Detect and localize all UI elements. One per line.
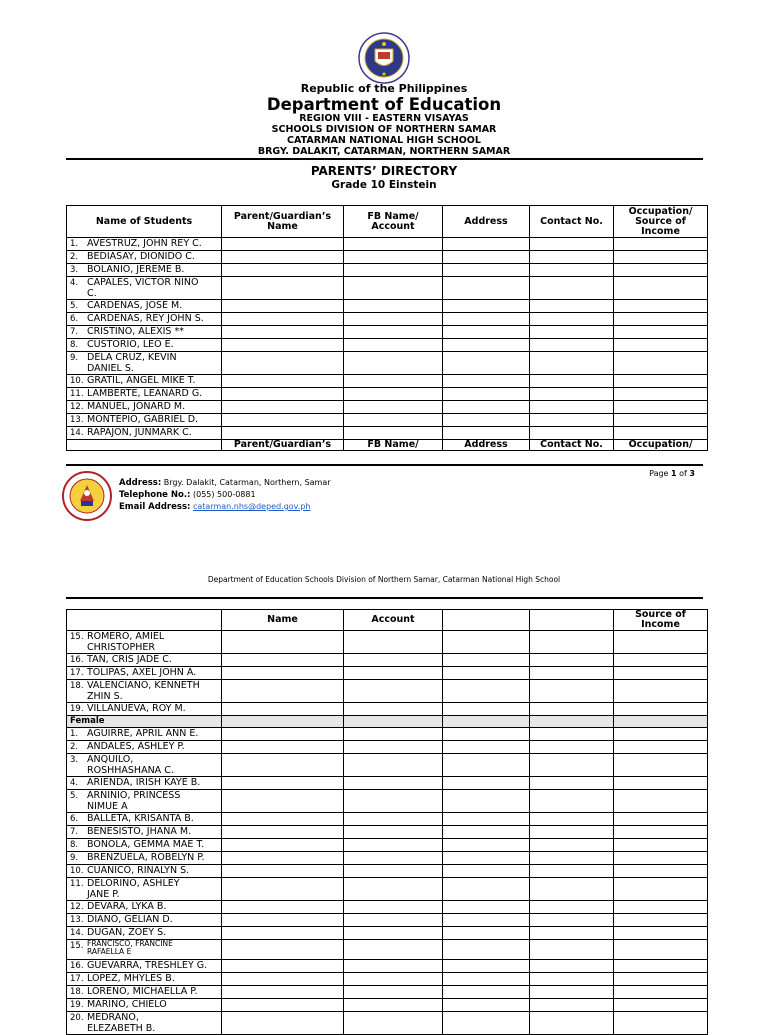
table-row bbox=[67, 703, 708, 716]
table-row bbox=[67, 264, 708, 277]
student-name: BRENZUELA, ROBELYN P. bbox=[87, 852, 205, 863]
repeat-header-row bbox=[67, 440, 708, 451]
row-number: 3. bbox=[70, 755, 79, 765]
row-number: 13. bbox=[70, 415, 84, 425]
page2-top-rule bbox=[66, 597, 703, 599]
student-name: RAPAJON, JUNMARK C. bbox=[87, 427, 192, 438]
table-row bbox=[67, 427, 708, 440]
table-row bbox=[67, 680, 708, 703]
table-row bbox=[67, 865, 708, 878]
student-name: MANUEL, JONARD M. bbox=[87, 401, 186, 412]
student-name: DUGAN, ZOEY S. bbox=[87, 927, 167, 938]
row-number: 2. bbox=[70, 742, 79, 752]
student-name: CUANICO, RINALYN S. bbox=[87, 865, 190, 876]
row-number: 4. bbox=[70, 278, 79, 288]
row-number: 2. bbox=[70, 252, 79, 262]
student-name: DELA CRUZ, KEVIN DANIEL S. bbox=[87, 352, 177, 374]
row-number: 9. bbox=[70, 853, 79, 863]
row-number: 4. bbox=[70, 778, 79, 788]
page-prefix: Page bbox=[649, 469, 669, 478]
cont-header-parent: Name bbox=[222, 610, 344, 631]
table-row bbox=[67, 901, 708, 914]
table-row bbox=[67, 300, 708, 313]
row-number: 11. bbox=[70, 879, 84, 889]
table-row bbox=[67, 878, 708, 901]
table-row bbox=[67, 375, 708, 388]
student-name: FRANCISCO, FRANCINE RAFAELLA E bbox=[87, 939, 173, 956]
repeat-header-fb: FB Name/ bbox=[344, 440, 443, 451]
row-number: 8. bbox=[70, 340, 79, 350]
table-row bbox=[67, 631, 708, 654]
page-total: 3 bbox=[689, 469, 695, 478]
cont-header-fb: Account bbox=[344, 610, 443, 631]
student-name: CARDENAS, REY JOHN S. bbox=[87, 313, 204, 324]
row-number: 16. bbox=[70, 655, 84, 665]
female-section-row bbox=[67, 716, 708, 728]
student-name: GUEVARRA, TRESHLEY G. bbox=[87, 960, 208, 971]
table-row bbox=[67, 741, 708, 754]
student-name: DELORINO, ASHLEY JANE P. bbox=[87, 878, 180, 900]
student-name: DIANO, GELIAN D. bbox=[87, 914, 173, 925]
student-name: CARDENAS, JOSE M. bbox=[87, 300, 183, 311]
table-row bbox=[67, 326, 708, 339]
col-header-parent: Parent/Guardian’s Name bbox=[222, 206, 344, 238]
phone-value: (055) 500-0881 bbox=[193, 490, 256, 499]
table-row bbox=[67, 826, 708, 839]
table-row bbox=[67, 914, 708, 927]
table-row bbox=[67, 251, 708, 264]
deped-seal bbox=[358, 32, 410, 84]
table-row bbox=[67, 654, 708, 667]
col-header-address: Address bbox=[443, 206, 530, 238]
row-number: 11. bbox=[70, 389, 84, 399]
student-name: BEDIASAY, DIONIDO C. bbox=[87, 251, 195, 262]
student-name: AVESTRUZ, JOHN REY C. bbox=[87, 238, 202, 249]
row-number: 13. bbox=[70, 915, 84, 925]
student-name: MARINO, CHIELO bbox=[87, 999, 167, 1010]
row-number: 15. bbox=[70, 632, 84, 642]
row-number: 14. bbox=[70, 428, 84, 438]
student-name: ARNINIO, PRINCESS NIMUE A bbox=[87, 790, 181, 812]
document-title: PARENTS’ DIRECTORY bbox=[310, 164, 458, 178]
table-row bbox=[67, 1012, 708, 1035]
row-number: 17. bbox=[70, 668, 84, 678]
table-row bbox=[67, 277, 708, 300]
table-row bbox=[67, 960, 708, 973]
table-row bbox=[67, 973, 708, 986]
table-row bbox=[67, 401, 708, 414]
student-name: BENESISTO, JHANA M. bbox=[87, 826, 192, 837]
student-name: ARIENDA, IRISH KAYE B. bbox=[87, 777, 201, 788]
female-section-label: Female bbox=[67, 716, 222, 728]
student-name: CAPALES, VICTOR NINO C. bbox=[87, 277, 199, 299]
directory-table-page2 bbox=[66, 609, 708, 1035]
table-row bbox=[67, 352, 708, 375]
school-logo bbox=[62, 471, 112, 521]
table-row bbox=[67, 790, 708, 813]
school-line: CATARMAN NATIONAL HIGH SCHOOL bbox=[287, 135, 481, 146]
row-number: 6. bbox=[70, 314, 79, 324]
table-row bbox=[67, 414, 708, 427]
page-current: 1 bbox=[671, 469, 677, 478]
table-row bbox=[67, 313, 708, 326]
table-row bbox=[67, 940, 708, 960]
table-row bbox=[67, 927, 708, 940]
school-address-line: BRGY. DALAKIT, CATARMAN, NORTHERN SAMAR bbox=[257, 146, 511, 157]
table-row bbox=[67, 852, 708, 865]
student-name: ANDALES, ASHLEY P. bbox=[87, 741, 185, 752]
row-number: 6. bbox=[70, 814, 79, 824]
republic-line: Republic of the Philippines bbox=[300, 82, 468, 95]
region-line: REGION VIII - EASTERN VISAYAS bbox=[299, 113, 469, 124]
address-value: Brgy. Dalakit, Catarman, Northern, Samar bbox=[163, 478, 331, 487]
row-number: 10. bbox=[70, 376, 84, 386]
student-name: BONOLA, GEMMA MAE T. bbox=[87, 839, 205, 850]
row-number: 9. bbox=[70, 353, 79, 363]
email-label: Email Address: bbox=[119, 502, 191, 512]
row-number: 19. bbox=[70, 704, 84, 714]
row-number: 7. bbox=[70, 327, 79, 337]
row-number: 17. bbox=[70, 974, 84, 984]
student-name: BALLETA, KRISANTA B. bbox=[87, 813, 194, 824]
row-number: 12. bbox=[70, 902, 84, 912]
student-name: GRATIL, ANGEL MIKE T. bbox=[87, 375, 196, 386]
student-name: ANQUILO, ROSHHASHANA C. bbox=[87, 754, 174, 776]
student-name: LOPEZ, MHYLES B. bbox=[87, 973, 175, 984]
repeat-header-address: Address bbox=[443, 440, 530, 451]
table-row bbox=[67, 754, 708, 777]
row-number: 19. bbox=[70, 1000, 84, 1010]
directory-table-page1 bbox=[66, 205, 708, 451]
row-number: 16. bbox=[70, 961, 84, 971]
student-name: ROMERO, AMIEL CHRISTOPHER bbox=[87, 631, 165, 653]
address-label: Address: bbox=[119, 478, 162, 488]
row-number: 3. bbox=[70, 265, 79, 275]
row-number: 18. bbox=[70, 987, 84, 997]
footer-contact bbox=[119, 477, 331, 513]
department-title: Department of Education bbox=[266, 95, 502, 114]
row-number: 1. bbox=[70, 239, 79, 249]
row-number: 12. bbox=[70, 402, 84, 412]
row-number: 14. bbox=[70, 928, 84, 938]
student-name: LORENO, MICHAELLA P. bbox=[87, 986, 198, 997]
table-row bbox=[67, 667, 708, 680]
repeat-header-contact: Contact No. bbox=[530, 440, 614, 451]
student-name: VALENCIANO, KENNETH ZHIN S. bbox=[87, 680, 200, 702]
phone-label: Telephone No.: bbox=[119, 490, 191, 500]
table-row bbox=[67, 728, 708, 741]
row-number: 8. bbox=[70, 840, 79, 850]
row-number: 18. bbox=[70, 681, 84, 691]
row-number: 10. bbox=[70, 866, 84, 876]
student-name: AGUIRRE, APRIL ANN E. bbox=[87, 728, 199, 739]
running-head: Department of Education Schools Division of Northern Samar, Catarman National High School bbox=[207, 575, 561, 584]
col-header-students: Name of Students bbox=[67, 206, 222, 238]
table-row bbox=[67, 839, 708, 852]
student-name: MONTEPIO, GABRIEL D. bbox=[87, 414, 199, 425]
student-name: CUSTORIO, LEO E. bbox=[87, 339, 174, 350]
row-number: 15. bbox=[70, 941, 84, 951]
student-name: BOLANIO, JEREME B. bbox=[87, 264, 185, 275]
page-indicator bbox=[649, 469, 695, 478]
student-name: CRISTINO, ALEXIS ** bbox=[87, 326, 184, 337]
footer-rule bbox=[66, 464, 703, 466]
row-number: 5. bbox=[70, 301, 79, 311]
class-subtitle: Grade 10 Einstein bbox=[331, 179, 437, 191]
col-header-contact: Contact No. bbox=[530, 206, 614, 238]
col-header-occupation: Occupation/ Source of Income bbox=[614, 206, 708, 238]
cont-header-occupation: Source of Income bbox=[614, 610, 708, 631]
student-name: VILLANUEVA, ROY M. bbox=[87, 703, 186, 714]
table-row bbox=[67, 986, 708, 999]
email-link[interactable]: catarman.nhs@deped.gov.ph bbox=[192, 502, 311, 511]
student-name: LAMBERTE, LEANARD G. bbox=[87, 388, 203, 399]
table-row bbox=[67, 999, 708, 1012]
col-header-fb: FB Name/ Account bbox=[344, 206, 443, 238]
header-rule bbox=[66, 158, 703, 160]
division-line: SCHOOLS DIVISION OF NORTHERN SAMAR bbox=[271, 124, 497, 135]
row-number: 20. bbox=[70, 1013, 84, 1023]
table-row bbox=[67, 813, 708, 826]
repeat-header-parent: Parent/Guardian’s bbox=[222, 440, 344, 451]
student-name: DEVARA, LYKA B. bbox=[87, 901, 167, 912]
student-name: MEDRANO, ELEZABETH B. bbox=[87, 1012, 156, 1034]
student-name: TAN, CRIS JADE C. bbox=[87, 654, 172, 665]
page-of: of bbox=[679, 469, 687, 478]
row-number: 5. bbox=[70, 791, 79, 801]
student-name: TOLIPAS, AXEL JOHN A. bbox=[87, 667, 197, 678]
table-row bbox=[67, 388, 708, 401]
table-row bbox=[67, 238, 708, 251]
table-row bbox=[67, 339, 708, 352]
repeat-header-occupation: Occupation/ bbox=[614, 440, 708, 451]
row-number: 7. bbox=[70, 827, 79, 837]
table-row bbox=[67, 777, 708, 790]
row-number: 1. bbox=[70, 729, 79, 739]
